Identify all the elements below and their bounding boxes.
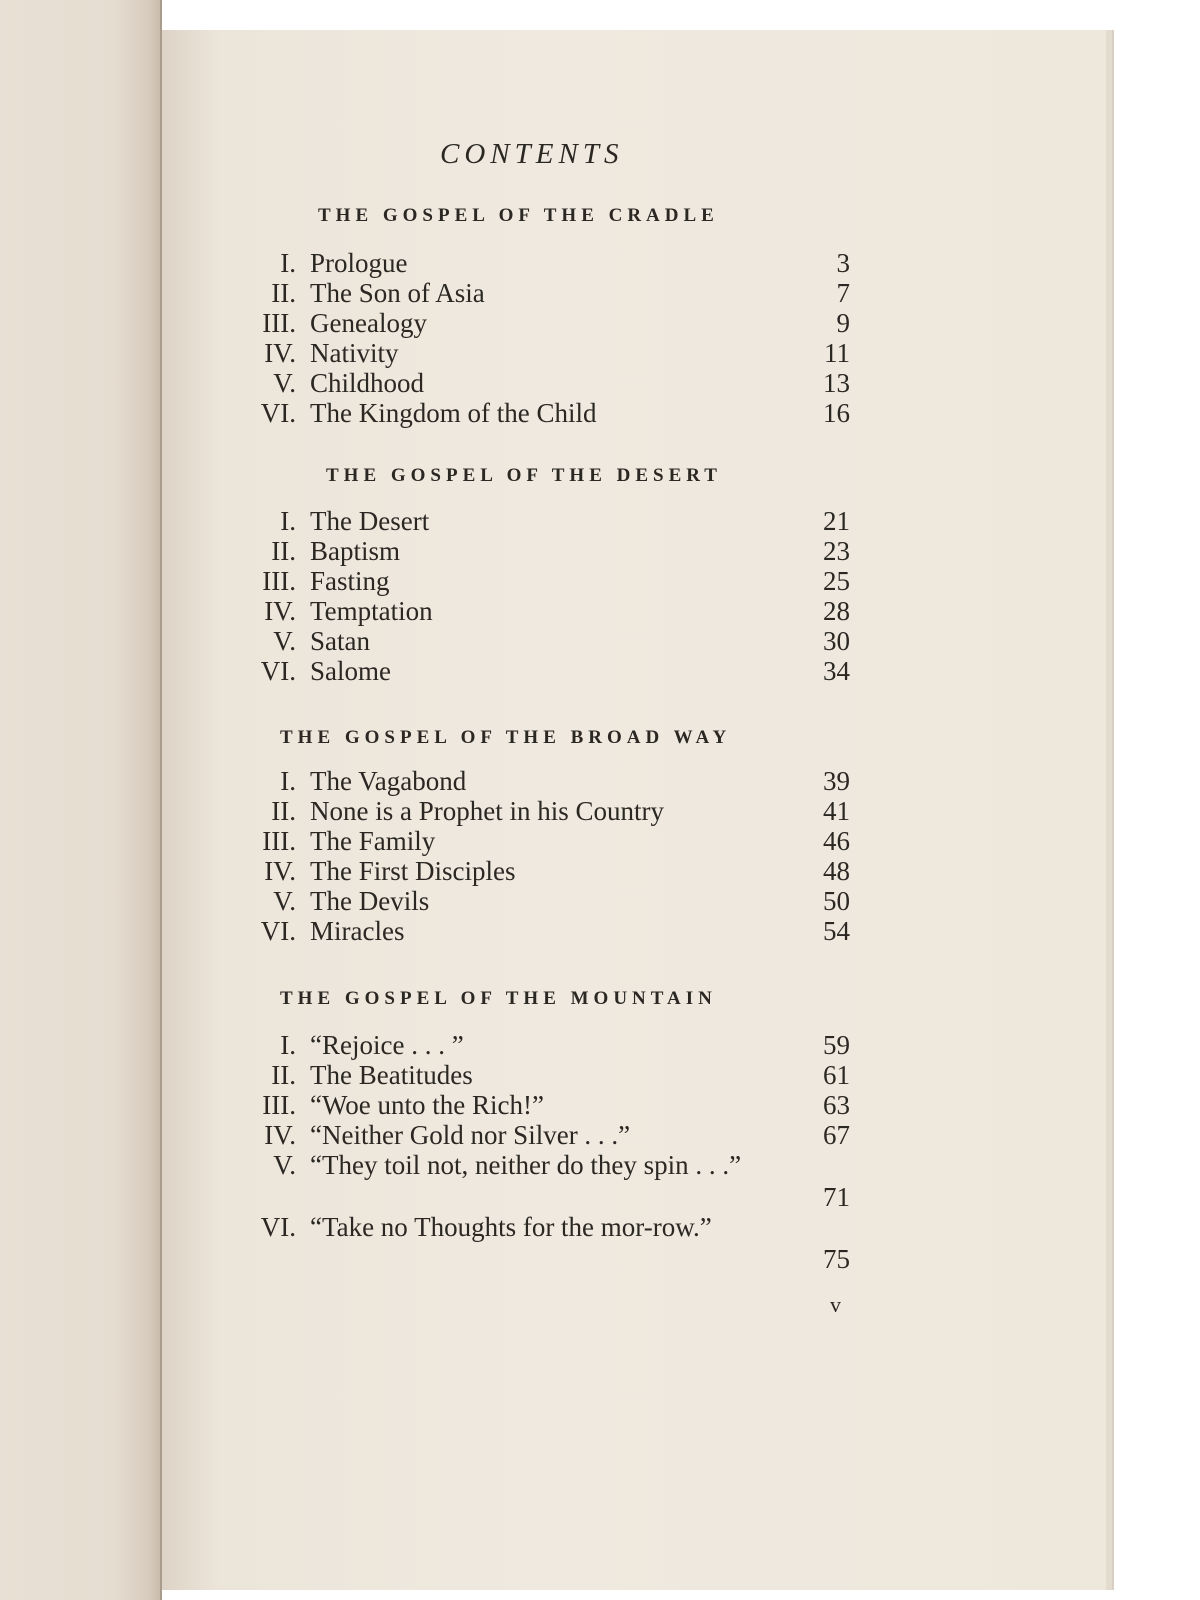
page-title: CONTENTS <box>440 138 624 170</box>
page-number: 23 <box>823 536 850 566</box>
page-number: 21 <box>823 506 850 536</box>
page-number: 59 <box>823 1030 850 1060</box>
chapter-number: IV. <box>264 856 296 886</box>
chapter-title: The Family <box>310 826 436 856</box>
section-entries-broad-way <box>240 766 860 946</box>
toc-entry <box>240 826 860 856</box>
toc-entry <box>240 796 860 826</box>
page-number: 50 <box>823 886 850 916</box>
chapter-title: Salome <box>310 656 391 686</box>
toc-entry <box>240 398 860 428</box>
toc-entry <box>240 278 860 308</box>
toc-entry <box>240 368 860 398</box>
chapter-title: “Rejoice . . . ” <box>310 1030 464 1060</box>
section-heading-mountain: THE GOSPEL OF THE MOUNTAIN <box>280 988 717 1009</box>
page-number: 34 <box>823 656 850 686</box>
toc-entry <box>240 536 860 566</box>
chapter-number: V. <box>273 368 296 398</box>
page-number: 71 <box>823 1182 850 1212</box>
chapter-number: V. <box>273 1150 296 1180</box>
chapter-number: II. <box>271 278 296 308</box>
toc-entry <box>240 886 860 916</box>
chapter-number: V. <box>273 626 296 656</box>
chapter-number: VI. <box>260 398 296 428</box>
toc-entry <box>240 506 860 536</box>
toc-entry <box>240 656 860 686</box>
chapter-title: Prologue <box>310 248 408 278</box>
chapter-number: VI. <box>260 916 296 946</box>
chapter-number: III. <box>262 826 296 856</box>
page-number: 46 <box>823 826 850 856</box>
chapter-title: Miracles <box>310 916 405 946</box>
page-number: 41 <box>823 796 850 826</box>
chapter-title: Genealogy <box>310 308 427 338</box>
toc-entry <box>240 1212 860 1274</box>
page-number: 28 <box>823 596 850 626</box>
toc-entry <box>240 1060 860 1090</box>
chapter-title: “Neither Gold nor Silver . . .” <box>310 1120 631 1150</box>
page-number: 3 <box>836 248 850 278</box>
section-heading-cradle: THE GOSPEL OF THE CRADLE <box>318 205 719 226</box>
toc-entry <box>240 338 860 368</box>
page-number: 9 <box>836 308 850 338</box>
folio-number: v <box>830 1292 841 1317</box>
chapter-number: V. <box>273 886 296 916</box>
page-number: 67 <box>823 1120 850 1150</box>
section-entries-mountain <box>240 1030 860 1274</box>
page-number: 16 <box>823 398 850 428</box>
page-number: 61 <box>823 1060 850 1090</box>
chapter-number: VI. <box>260 656 296 686</box>
page-number: 25 <box>823 566 850 596</box>
chapter-title: “Take no Thoughts for the mor-row.” <box>310 1212 712 1242</box>
page-edge <box>1106 30 1112 1590</box>
page-number: 39 <box>823 766 850 796</box>
chapter-title: Fasting <box>310 566 390 596</box>
chapter-title: The Son of Asia <box>310 278 485 308</box>
page-number: 11 <box>824 338 850 368</box>
toc-entry <box>240 596 860 626</box>
chapter-number: I. <box>280 1030 296 1060</box>
chapter-number: IV. <box>264 1120 296 1150</box>
chapter-number: I. <box>280 506 296 536</box>
chapter-title: The Desert <box>310 506 430 536</box>
chapter-title: Baptism <box>310 536 401 566</box>
chapter-number: II. <box>271 796 296 826</box>
chapter-number: I. <box>280 766 296 796</box>
toc-entry <box>240 1030 860 1060</box>
chapter-number: IV. <box>264 596 296 626</box>
section-heading-broad-way: THE GOSPEL OF THE BROAD WAY <box>280 727 732 748</box>
chapter-number: VI. <box>260 1212 296 1242</box>
chapter-number: III. <box>262 566 296 596</box>
page-number: 48 <box>823 856 850 886</box>
page-number: 30 <box>823 626 850 656</box>
chapter-number: III. <box>262 1090 296 1120</box>
chapter-number: I. <box>280 248 296 278</box>
page-number: 7 <box>836 278 850 308</box>
chapter-title: Temptation <box>310 596 433 626</box>
left-page-edge <box>0 0 162 1600</box>
chapter-title: Satan <box>310 626 370 656</box>
page-number: 54 <box>823 916 850 946</box>
toc-entry <box>240 766 860 796</box>
toc-entry <box>240 1120 860 1150</box>
chapter-title: The Devils <box>310 886 430 916</box>
page-number: 75 <box>823 1244 850 1274</box>
chapter-title: “Woe unto the Rich!” <box>310 1090 544 1120</box>
toc-entry <box>240 626 860 656</box>
chapter-number: II. <box>271 1060 296 1090</box>
chapter-title: None is a Prophet in his Country <box>310 796 664 826</box>
chapter-number: II. <box>271 536 296 566</box>
toc-entry <box>240 916 860 946</box>
toc-entry <box>240 856 860 886</box>
chapter-title: The First Disciples <box>310 856 516 886</box>
section-entries-cradle <box>240 248 860 428</box>
page-number: 13 <box>823 368 850 398</box>
toc-entry <box>240 566 860 596</box>
page-number: 63 <box>823 1090 850 1120</box>
chapter-title: The Beatitudes <box>310 1060 473 1090</box>
toc-entry <box>240 308 860 338</box>
toc-entry <box>240 1150 860 1212</box>
chapter-title: Nativity <box>310 338 399 368</box>
toc-entry <box>240 1090 860 1120</box>
chapter-title: “They toil not, neither do they spin . . .” <box>310 1150 742 1180</box>
chapter-number: III. <box>262 308 296 338</box>
toc-entry <box>240 248 860 278</box>
chapter-title: Childhood <box>310 368 425 398</box>
section-heading-desert: THE GOSPEL OF THE DESERT <box>326 465 722 486</box>
chapter-number: IV. <box>264 338 296 368</box>
chapter-title: The Vagabond <box>310 766 467 796</box>
section-entries-desert <box>240 506 860 686</box>
chapter-title: The Kingdom of the Child <box>310 398 597 428</box>
